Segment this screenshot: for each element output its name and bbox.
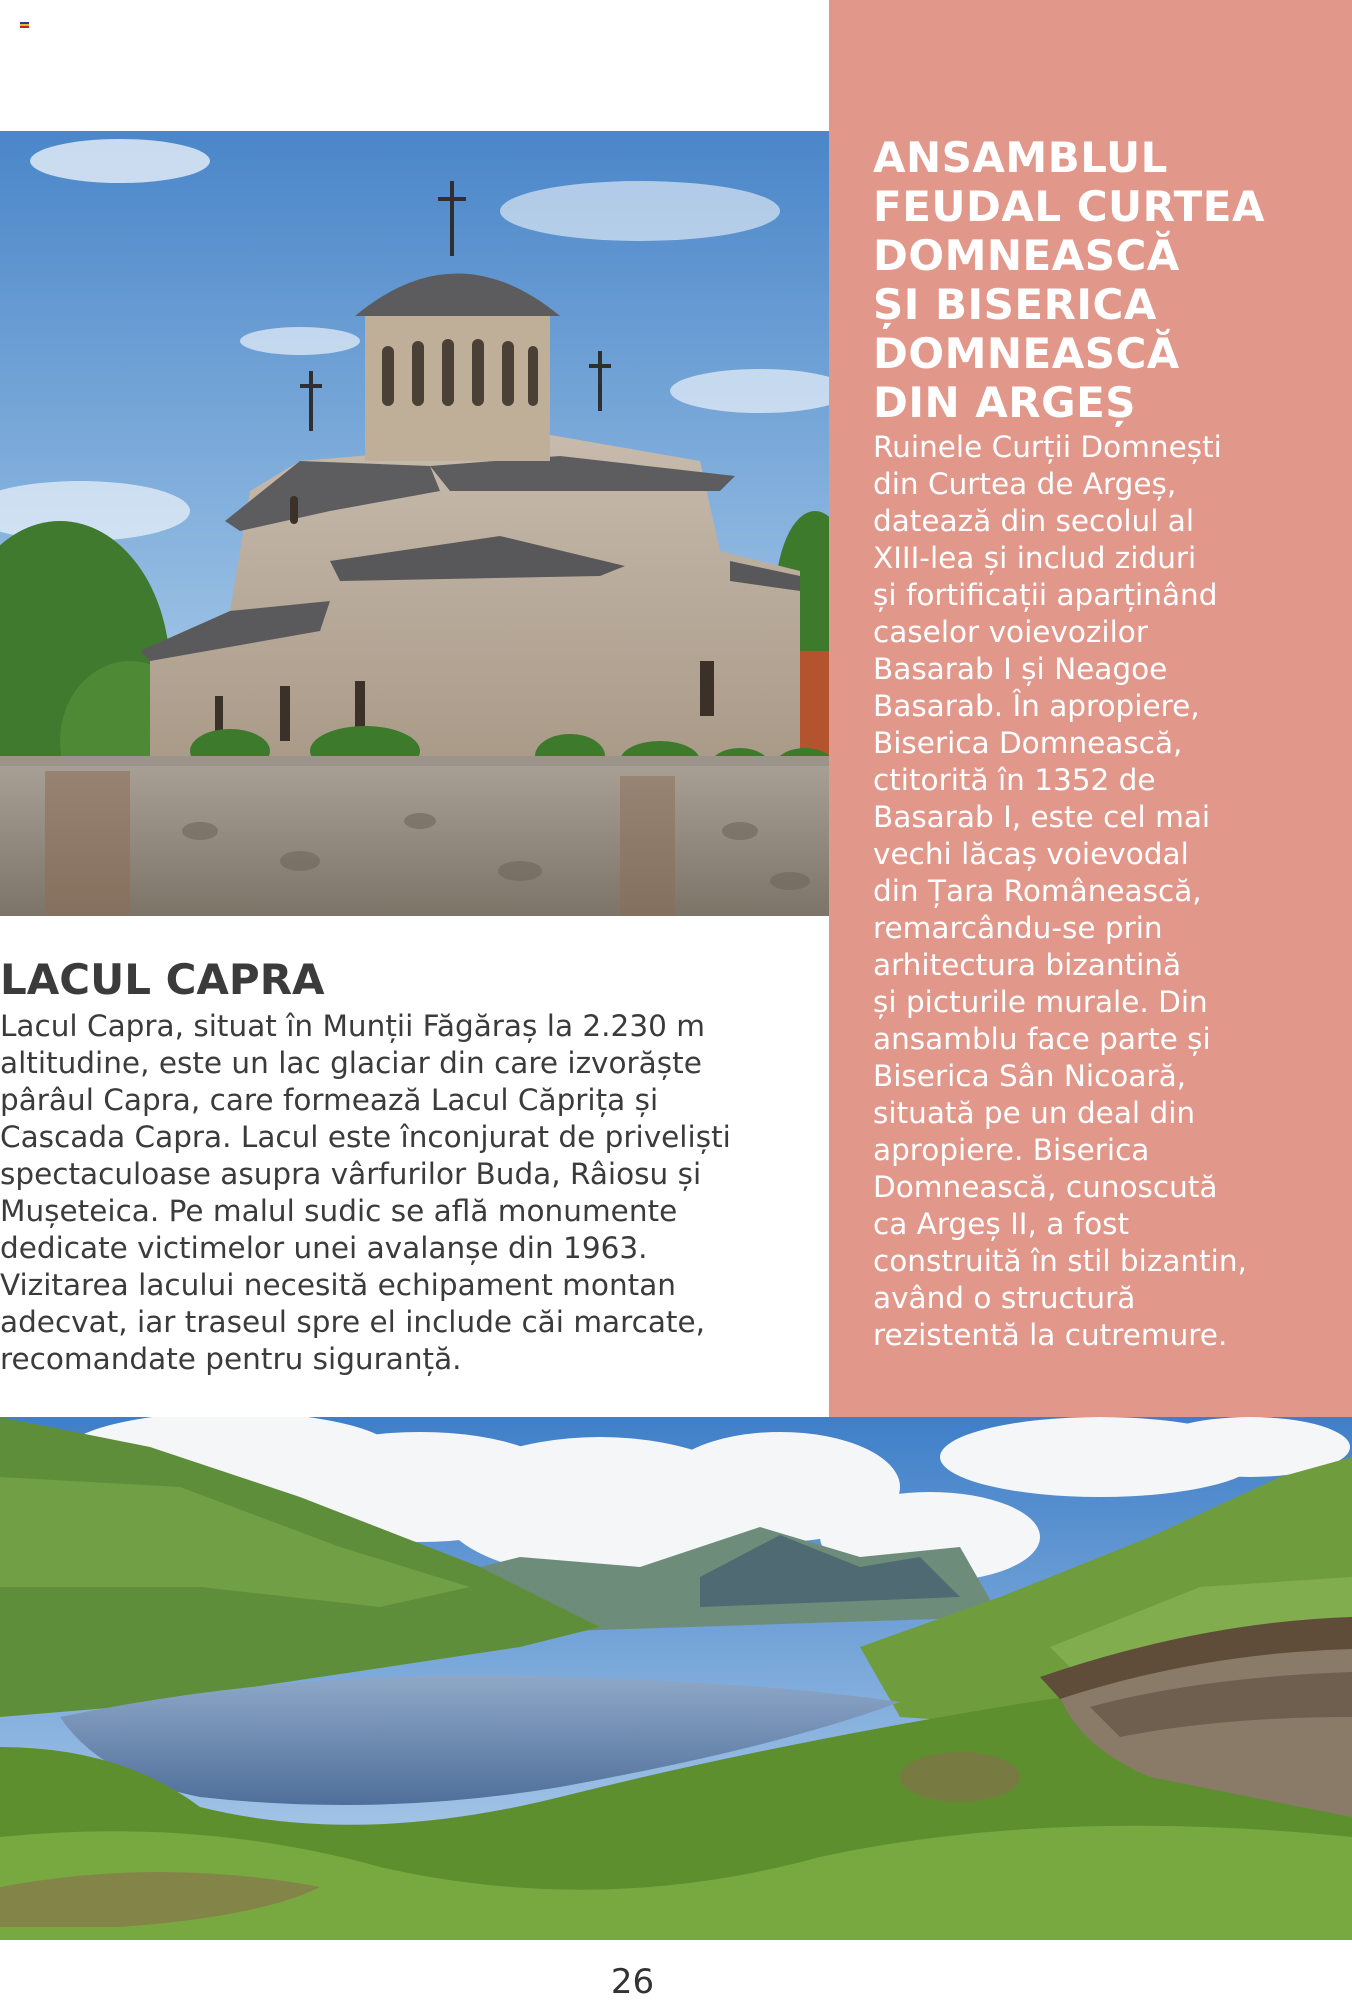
ansamblu-body-line: și picturile murale. Din: [873, 985, 1208, 1019]
ansamblu-body-line: Biserica Sân Nicoară,: [873, 1059, 1187, 1093]
ansamblu-body-line: XIII-lea și includ ziduri: [873, 541, 1197, 575]
ansamblu-body-line: vechi lăcaș voievodal: [873, 837, 1189, 871]
lacul-capra-body-line: Lacul Capra, situat în Munții Făgăraș la 2.230 m: [0, 1009, 705, 1043]
ansamblu-body-line: apropiere. Biserica: [873, 1133, 1150, 1167]
ansamblu-title-line: FEUDAL CURTEA: [873, 182, 1265, 231]
lacul-capra-body-line: adecvat, iar traseul spre el include căi marcate,: [0, 1305, 706, 1339]
ansamblu-body-line: rezistentă la cutremure.: [873, 1318, 1228, 1352]
ansamblu-body-line: Basarab I, este cel mai: [873, 800, 1211, 834]
flag-stripe-red: [20, 26, 29, 28]
ansamblu-title-line: ANSAMBLUL: [873, 133, 1168, 182]
ansamblu-body-line: remarcându-se prin: [873, 911, 1163, 945]
ansamblu-body-line: datează din secolul al: [873, 504, 1195, 538]
ansamblu-body-line: din Curtea de Argeș,: [873, 467, 1177, 501]
ansamblu-title-line: DOMNEASCĂ: [873, 329, 1180, 378]
ansamblu-body-line: situată pe un deal din: [873, 1096, 1196, 1130]
ansamblu-body-line: și fortificații aparținând: [873, 578, 1218, 612]
lacul-capra-body-line: recomandate pentru siguranță.: [0, 1342, 462, 1376]
lacul-capra-section: [0, 952, 800, 1378]
ansamblu-body-line: din Țara Românească,: [873, 874, 1202, 908]
lacul-capra-title: LACUL CAPRA: [0, 955, 325, 1004]
ansamblu-body-line: caselor voievozilor: [873, 615, 1148, 649]
ansamblu-body-line: ca Argeș II, a fost: [873, 1207, 1130, 1241]
ansamblu-title: [873, 133, 1312, 427]
ansamblu-body-line: ansamblu face parte și: [873, 1022, 1211, 1056]
lacul-capra-body-line: Mușeteica. Pe malul sudic se află monumente: [0, 1194, 678, 1228]
ansamblu-panel: [829, 0, 1352, 1417]
lacul-capra-body-line: Cascada Capra. Lacul este înconjurat de priveliști: [0, 1120, 731, 1154]
lacul-capra-body-line: altitudine, este un lac glaciar din care izvorăște: [0, 1046, 702, 1080]
ansamblu-body: [873, 429, 1312, 1354]
ansamblu-body-line: Ruinele Curții Domnești: [873, 430, 1222, 464]
ansamblu-title-line: ȘI BISERICA: [873, 280, 1157, 329]
lacul-capra-body-line: pârâul Capra, care formează Lacul Căprița și: [0, 1083, 659, 1117]
ansamblu-body-line: construită în stil bizantin,: [873, 1244, 1247, 1278]
romania-flag-icon: [20, 22, 29, 28]
lacul-capra-body: [0, 1008, 800, 1378]
ansamblu-body-line: ctitorită în 1352 de: [873, 763, 1156, 797]
lacul-capra-body-line: Vizitarea lacului necesită echipament montan: [0, 1268, 677, 1302]
ansamblu-title-line: DIN ARGEȘ: [873, 378, 1137, 427]
church-photo: [0, 131, 829, 916]
ansamblu-body-line: arhitectura bizantină: [873, 948, 1182, 982]
ansamblu-body-line: Basarab. În apropiere,: [873, 689, 1200, 723]
ansamblu-body-line: având o structură: [873, 1281, 1136, 1315]
ansamblu-title-line: DOMNEASCĂ: [873, 231, 1180, 280]
lacul-capra-body-line: dedicate victimelor unei avalanșe din 1963.: [0, 1231, 648, 1265]
ansamblu-body-line: Basarab I și Neagoe: [873, 652, 1168, 686]
lacul-capra-body-line: spectaculoase asupra vârfurilor Buda, Râiosu și: [0, 1157, 702, 1191]
lake-photo: [0, 1417, 1352, 1940]
page-number: 26: [610, 1962, 655, 2002]
ansamblu-body-line: Biserica Domnească,: [873, 726, 1183, 760]
ansamblu-body-line: Domnească, cunoscută: [873, 1170, 1218, 1204]
